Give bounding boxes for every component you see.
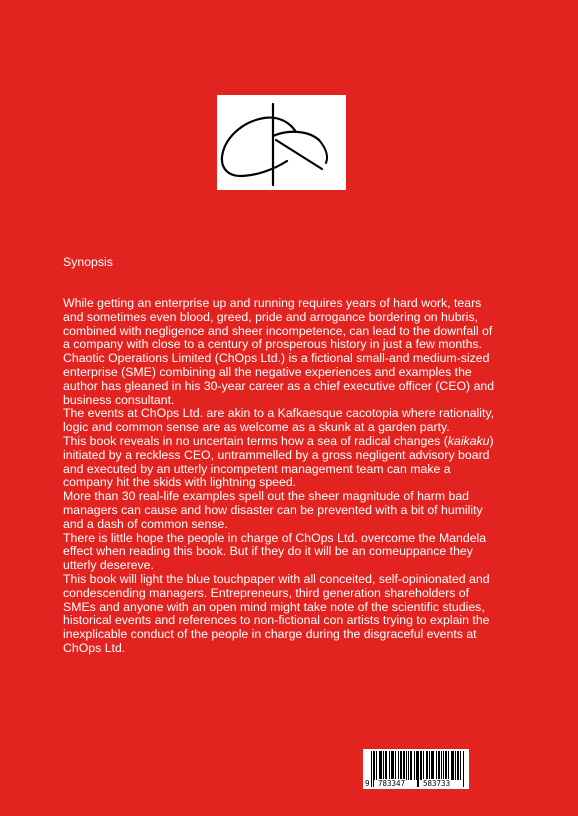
text-line bbox=[63, 435, 533, 449]
barcode-bar bbox=[433, 751, 434, 780]
text-line: managers can cause and how disaster can be prevented with a bit of humility bbox=[63, 502, 483, 517]
barcode-bar bbox=[406, 751, 407, 780]
barcode-bar bbox=[380, 751, 381, 780]
barcode-bar bbox=[398, 751, 399, 780]
text-line: initiated by a reckless CEO, untrammelled by a gross negligent advisory board bbox=[63, 447, 490, 462]
barcode-bar bbox=[391, 751, 392, 780]
text-line: enterprise (SME) combining all the negative experiences and examples the bbox=[63, 364, 472, 379]
barcode-bar bbox=[436, 751, 437, 780]
barcode-bar bbox=[451, 751, 452, 780]
text-line: While getting an enterprise up and running requires years of hard work, tears bbox=[63, 296, 482, 310]
text-segment: ) bbox=[489, 433, 494, 448]
synopsis-body bbox=[63, 282, 533, 656]
italic-term: kaikaku bbox=[447, 433, 490, 448]
barcode-bar bbox=[393, 751, 394, 780]
barcode-bar bbox=[411, 751, 412, 780]
barcode-bar bbox=[446, 751, 447, 780]
barcode-left-digits: 783347 bbox=[378, 779, 406, 788]
barcode-bar bbox=[403, 751, 404, 780]
barcode-bar bbox=[421, 751, 422, 780]
barcode-bar bbox=[400, 751, 401, 780]
text-line: condescending managers. Entrepreneurs, third generation shareholders of bbox=[63, 585, 470, 600]
text-line: and a dash of common sense. bbox=[63, 516, 228, 531]
text-line: author has gleaned in his 30-year career as a chief executive officer (CEO) and bbox=[63, 378, 495, 393]
barcode-bar bbox=[443, 751, 444, 780]
barcode-bar bbox=[404, 751, 405, 780]
barcode-bar bbox=[427, 751, 428, 780]
barcode-bar bbox=[439, 751, 440, 780]
barcode-bar bbox=[389, 751, 390, 780]
synopsis-heading: Synopsis bbox=[63, 255, 113, 269]
text-line: combined with negligence and sheer incompetence, can lead to the downfall of bbox=[63, 323, 493, 338]
barcode-right-digits: 583733 bbox=[423, 779, 451, 788]
barcode-bar bbox=[376, 751, 377, 780]
barcode-bar bbox=[395, 751, 396, 780]
barcode-bar bbox=[458, 751, 459, 780]
barcode-bar bbox=[448, 751, 449, 780]
text-line: SMEs and anyone with an open mind might take note of the scientific studies, bbox=[63, 599, 485, 614]
barcode-bar bbox=[431, 751, 432, 780]
barcode-bar bbox=[374, 751, 375, 780]
barcode-bar bbox=[401, 751, 402, 780]
logo-monogram-icon bbox=[217, 95, 346, 190]
text-line: and sometimes even blood, greed, pride and arrogance bordering on hubris, bbox=[63, 309, 478, 324]
text-line: logic and common sense are as welcome as a skunk at a garden party. bbox=[63, 420, 450, 435]
barcode-bar bbox=[426, 751, 427, 780]
barcode-bar bbox=[460, 751, 461, 780]
publisher-logo bbox=[217, 95, 346, 190]
barcode-bar bbox=[453, 751, 454, 780]
barcode-bar bbox=[379, 751, 380, 780]
text-segment: This book reveals in no uncertain terms how a sea of radical changes ( bbox=[63, 433, 448, 448]
text-line: There is little hope the people in charge of ChOps Ltd. overcome the Mandela bbox=[63, 530, 487, 545]
barcode-first-digit: 9 bbox=[365, 779, 370, 788]
barcode-bar bbox=[416, 751, 417, 780]
text-line: inexplicable conduct of the people in charge during the disgraceful events at bbox=[63, 627, 477, 642]
barcode-bar bbox=[420, 751, 421, 780]
barcode-bar bbox=[423, 751, 424, 780]
text-line: Chaotic Operations Limited (ChOps Ltd.) is a fictional small-and medium-sized bbox=[63, 351, 490, 366]
barcode-bar bbox=[385, 751, 386, 780]
text-line: effect when reading this book. But if they do it will be an comeuppance they bbox=[63, 544, 473, 559]
text-line: The events at ChOps Ltd. are akin to a Kafkaesque cacotopia where rationality, bbox=[63, 406, 495, 421]
barcode-bar bbox=[438, 751, 439, 780]
text-line: This book will light the blue touchpaper with all conceited, self-opinionated and bbox=[63, 571, 490, 586]
barcode-digits bbox=[363, 779, 469, 788]
barcode-bar bbox=[445, 751, 446, 780]
barcode-bar bbox=[386, 751, 387, 780]
barcode-bar bbox=[392, 751, 393, 780]
barcode-bar bbox=[441, 751, 442, 780]
text-line: and executed by an utterly incompetent management team can make a bbox=[63, 461, 451, 476]
text-line: utterly desereve. bbox=[63, 558, 154, 573]
barcode-bar bbox=[432, 751, 433, 780]
barcode-bar bbox=[452, 751, 453, 780]
barcode-bar bbox=[408, 751, 409, 780]
barcode-bar bbox=[414, 751, 415, 780]
text-line: ChOps Ltd. bbox=[63, 640, 126, 655]
text-line: company hit the skids with lightning speed. bbox=[63, 475, 297, 490]
barcode-bar bbox=[410, 751, 411, 780]
barcode-bar bbox=[457, 751, 458, 780]
barcode-bar bbox=[383, 751, 384, 780]
text-line: More than 30 real-life examples spell out the sheer magnitude of harm bad bbox=[63, 489, 470, 504]
text-line: historical events and references to non-fictional con artists trying to explain the bbox=[63, 613, 490, 628]
barcode-bar bbox=[455, 751, 456, 780]
isbn-barcode bbox=[363, 749, 469, 789]
text-line: a company with close to a century of prosperous history in just a few months. bbox=[63, 337, 482, 352]
barcode-bar bbox=[381, 751, 382, 780]
text-line: business consultant. bbox=[63, 392, 175, 407]
barcode-bar bbox=[429, 751, 430, 780]
